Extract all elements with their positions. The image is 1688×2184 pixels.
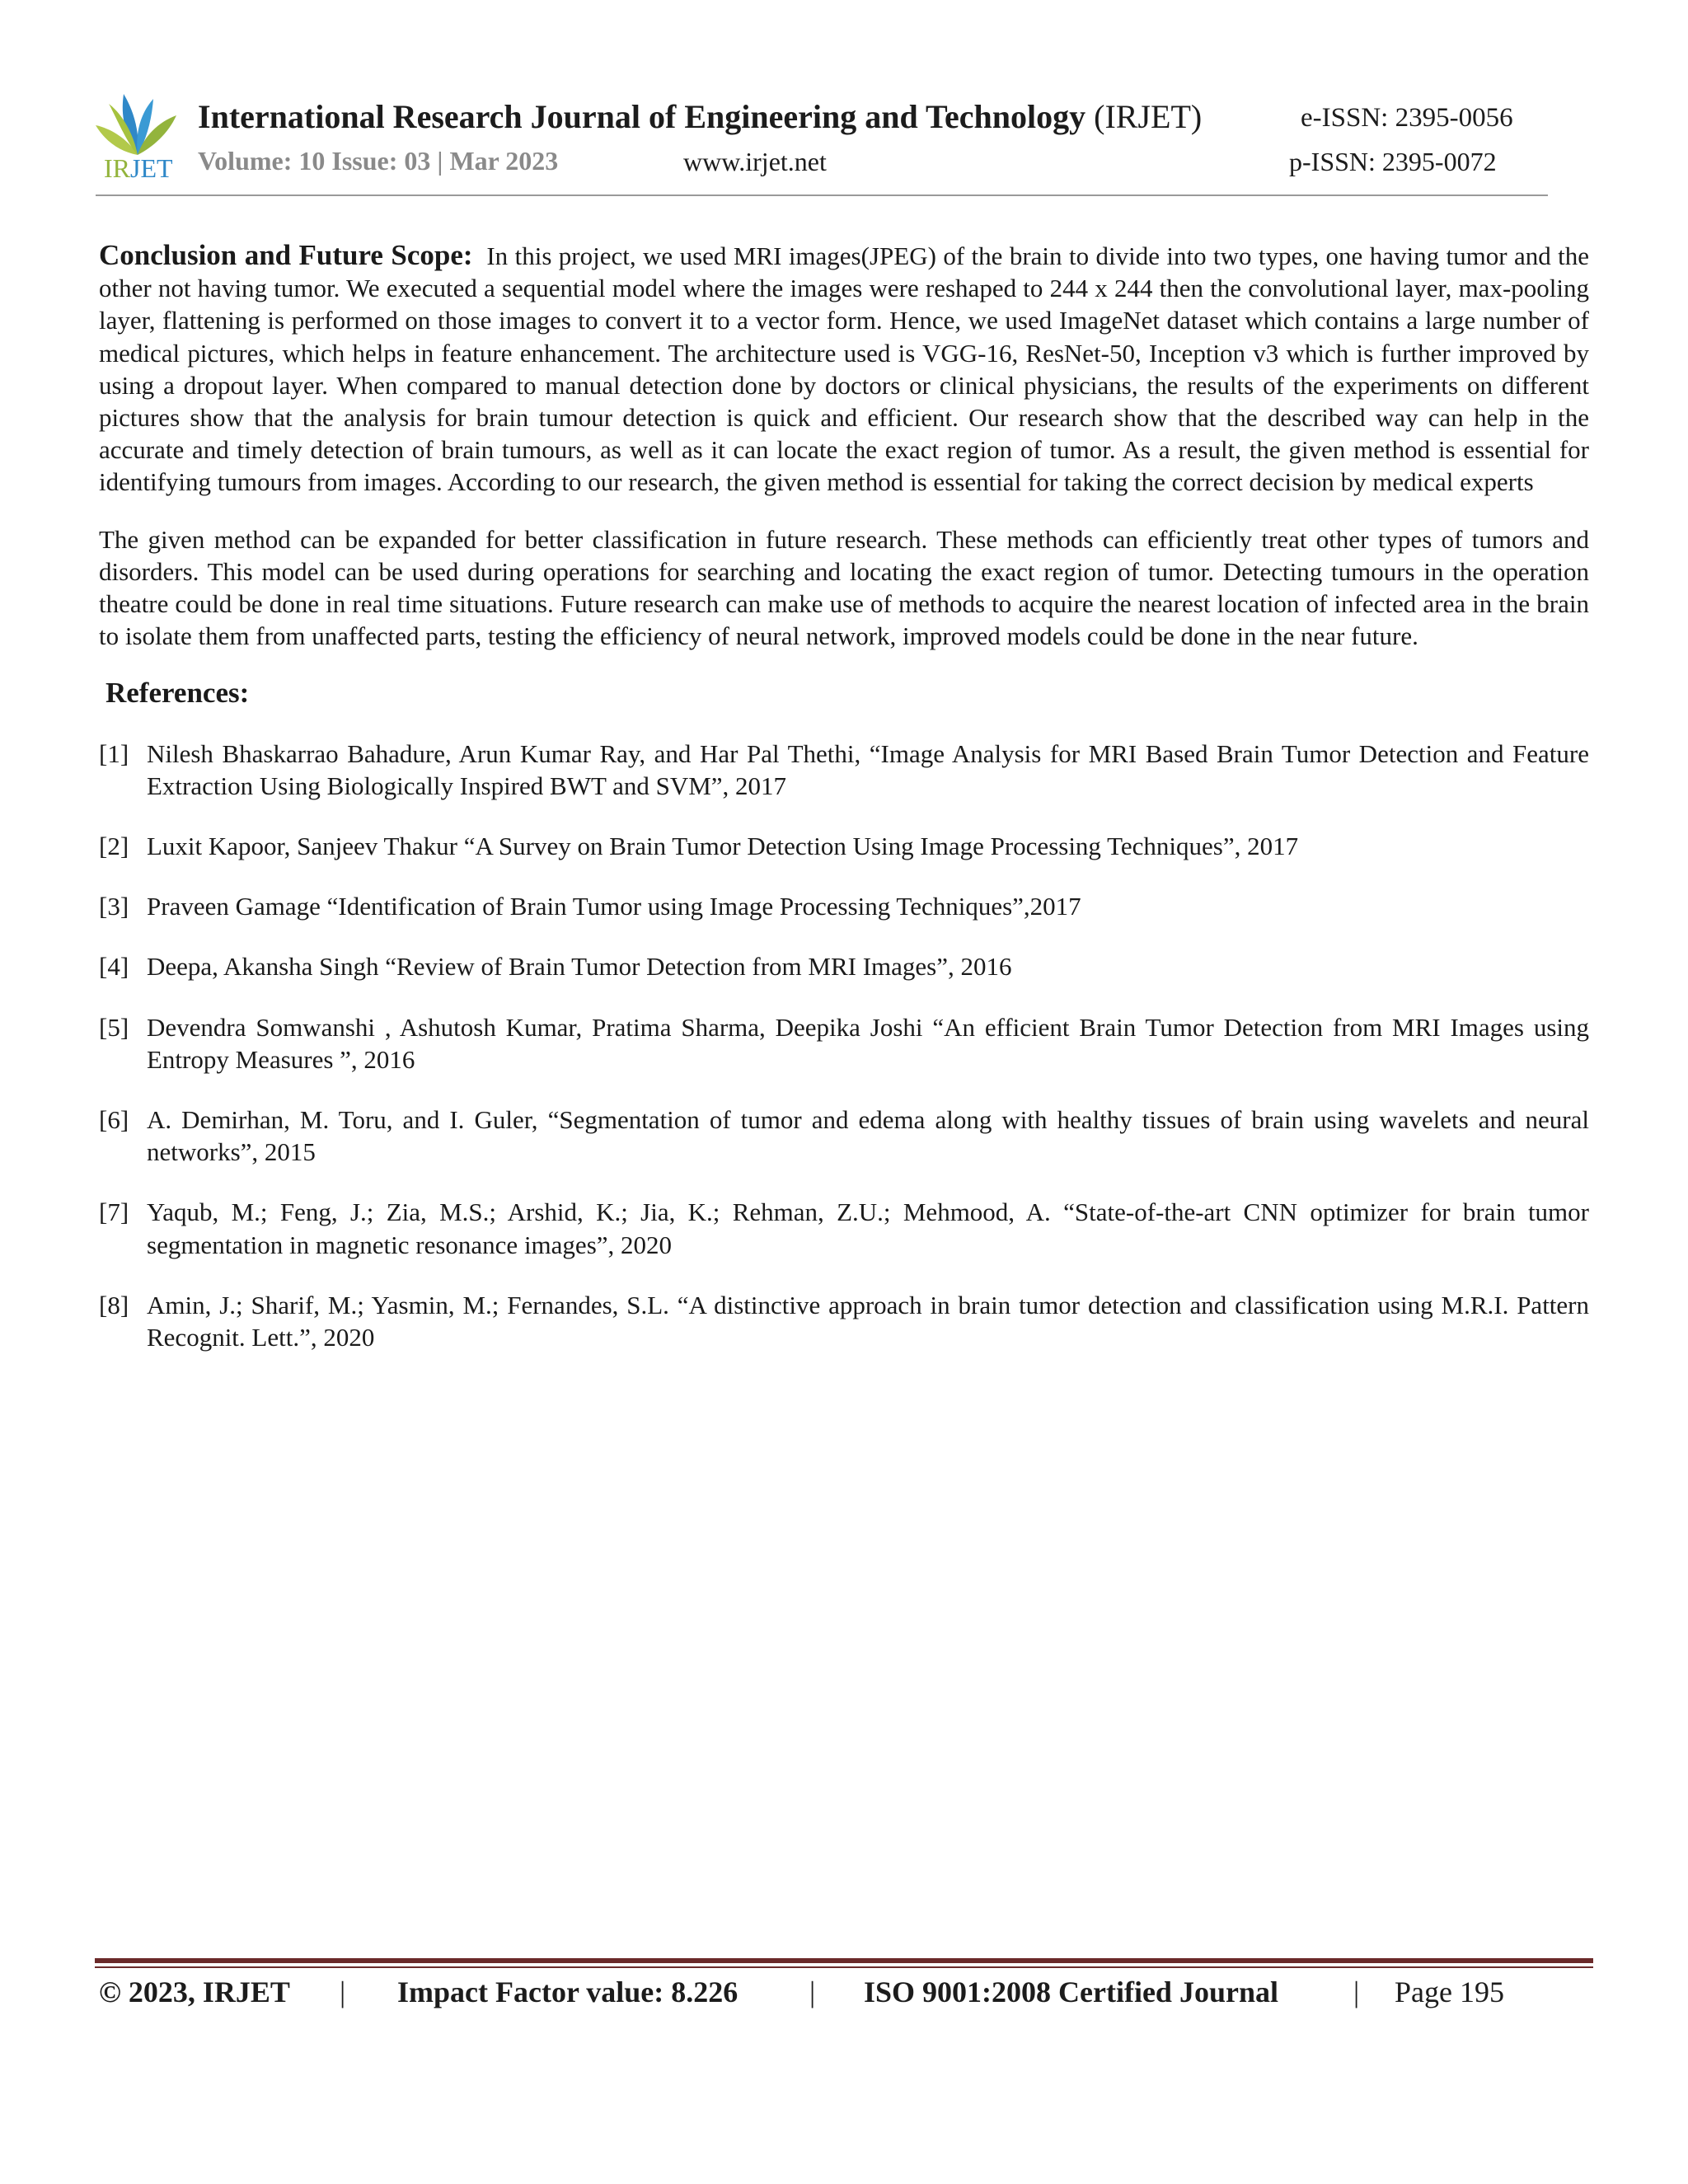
journal-abbrev: (IRJET) [1094, 98, 1203, 135]
reference-item [99, 830, 1589, 862]
reference-number: [8] [99, 1290, 129, 1319]
reference-item [99, 1289, 1589, 1353]
reference-item [99, 1196, 1589, 1260]
footer-iso: ISO 9001:2008 Certified Journal [864, 1975, 1278, 2008]
reference-number: [7] [99, 1197, 129, 1227]
reference-number: [1] [99, 738, 129, 768]
volume-issue: Volume: 10 Issue: 03 | Mar 2023 [198, 146, 559, 176]
reference-text: Luxit Kapoor, Sanjeev Thakur “A Survey on Brain Tumor Detection Using Image Processing Techniques”, 2017 [147, 832, 1299, 861]
footer-page-number: Page 195 [1395, 1975, 1504, 2008]
reference-item [99, 1011, 1589, 1076]
footer-separator: | [1353, 1975, 1360, 2008]
footer-separator: | [340, 1975, 346, 2008]
reference-item [99, 890, 1589, 922]
page-footer [99, 1975, 1566, 2016]
footer-copyright: © 2023, IRJET [99, 1975, 290, 2008]
journal-title [198, 97, 1202, 136]
reference-text: Nilesh Bhaskarrao Bahadure, Arun Kumar Ray, and Har Pal Thethi, “Image Analysis for MRI Based Brain Tumor Detection and Feature Extraction Using Biologically Inspired BWT and SVM”, 2017 [147, 738, 1589, 800]
main-content [99, 239, 1589, 1381]
footer-divider-thick [95, 1958, 1593, 1963]
p-issn: p-ISSN: 2395-0072 [1289, 147, 1497, 176]
conclusion-text-1: In this project, we used MRI images(JPEG) of the brain to divide into two types, one having tumor and the other not having tumor. We executed a sequential model where the images were reshaped to 244 x 244 then the convolutional layer, max-pooling layer, flattening is performed on those images to convert it to a vector form. Hence, we used ImageNet dataset which contains a large number of medical pictures, which helps in feature enhancement. The architecture used is VGG-16, ResNet-50, Inception v3 which is further improved by using a dropout layer. When compared to manual detection done by doctors or clinical physicians, the results of the experiments on different pictures show that the analysis for brain tumour detection is quick and efficient. Our research show that the described way can help in the accurate and timely detection of brain tumours, as well as it can locate the exact region of tumor. As a result, the given method is essential for identifying tumours from images. According to our research, the given method is essential for taking the correct decision by medical experts [99, 241, 1590, 497]
irjet-logo [92, 86, 183, 183]
reference-number: [2] [99, 832, 129, 861]
reference-text: Deepa, Akansha Singh “Review of Brain Tumor Detection from MRI Images”, 2016 [147, 952, 1012, 982]
e-issn: e-ISSN: 2395-0056 [1301, 103, 1513, 133]
header-divider [96, 194, 1548, 196]
website-link[interactable]: www.irjet.net [683, 147, 827, 176]
conclusion-heading: Conclusion and Future Scope: [99, 239, 473, 271]
logo-wordmark: IRJET [104, 153, 173, 183]
reference-text: Yaqub, M.; Feng, J.; Zia, M.S.; Arshid, K.; Jia, K.; Rehman, Z.U.; Mehmood, A. “State-of-the-art CNN optimizer for brain tumor segmentation in magnetic resonance images”, 2020 [147, 1197, 1589, 1259]
journal-name: International Research Journal of Engineering and Technology [198, 98, 1086, 135]
reference-item [99, 738, 1589, 802]
reference-text: Devendra Somwanshi , Ashutosh Kumar, Pratima Sharma, Deepika Joshi “An efficient Brain Tumor Detection from MRI Images using Entropy Measures ”, 2016 [147, 1012, 1589, 1074]
conclusion-paragraph-1 [99, 239, 1589, 499]
reference-number: [6] [99, 1105, 129, 1135]
reference-number: [3] [99, 892, 129, 921]
conclusion-paragraph-2: The given method can be expanded for better classification in future research. These methods can efficiently treat other types of tumors and disorders. This model can be used during operations for searching and locating the exact region of tumor. Detecting tumours in the operation theatre could be done in real time situations. Future research can make use of methods to acquire the nearest location of infected area in the brain to isolate them from unaffected parts, testing the efficiency of neural network, improved models could be done in the near future. [99, 524, 1589, 651]
leaf-logo-icon [92, 86, 183, 160]
reference-number: [5] [99, 1012, 129, 1042]
footer-separator: | [809, 1975, 816, 2008]
reference-text: Praveen Gamage “Identification of Brain Tumor using Image Processing Techniques”,2017 [147, 892, 1081, 921]
footer-impact-factor: Impact Factor value: 8.226 [397, 1975, 738, 2008]
reference-item [99, 950, 1589, 982]
reference-text: Amin, J.; Sharif, M.; Yasmin, M.; Fernandes, S.L. “A distinctive approach in brain tumor detection and classification using M.R.I. Pattern Recognit. Lett.”, 2020 [147, 1290, 1589, 1352]
page-header [92, 82, 1551, 198]
reference-text: A. Demirhan, M. Toru, and I. Guler, “Segmentation of tumor and edema along with healthy tissues of brain using wavelets and neural networks”, 2015 [147, 1105, 1589, 1167]
reference-number: [4] [99, 952, 129, 982]
reference-item [99, 1104, 1589, 1168]
footer-divider-thin [95, 1966, 1593, 1968]
references-heading: References: [106, 677, 250, 710]
